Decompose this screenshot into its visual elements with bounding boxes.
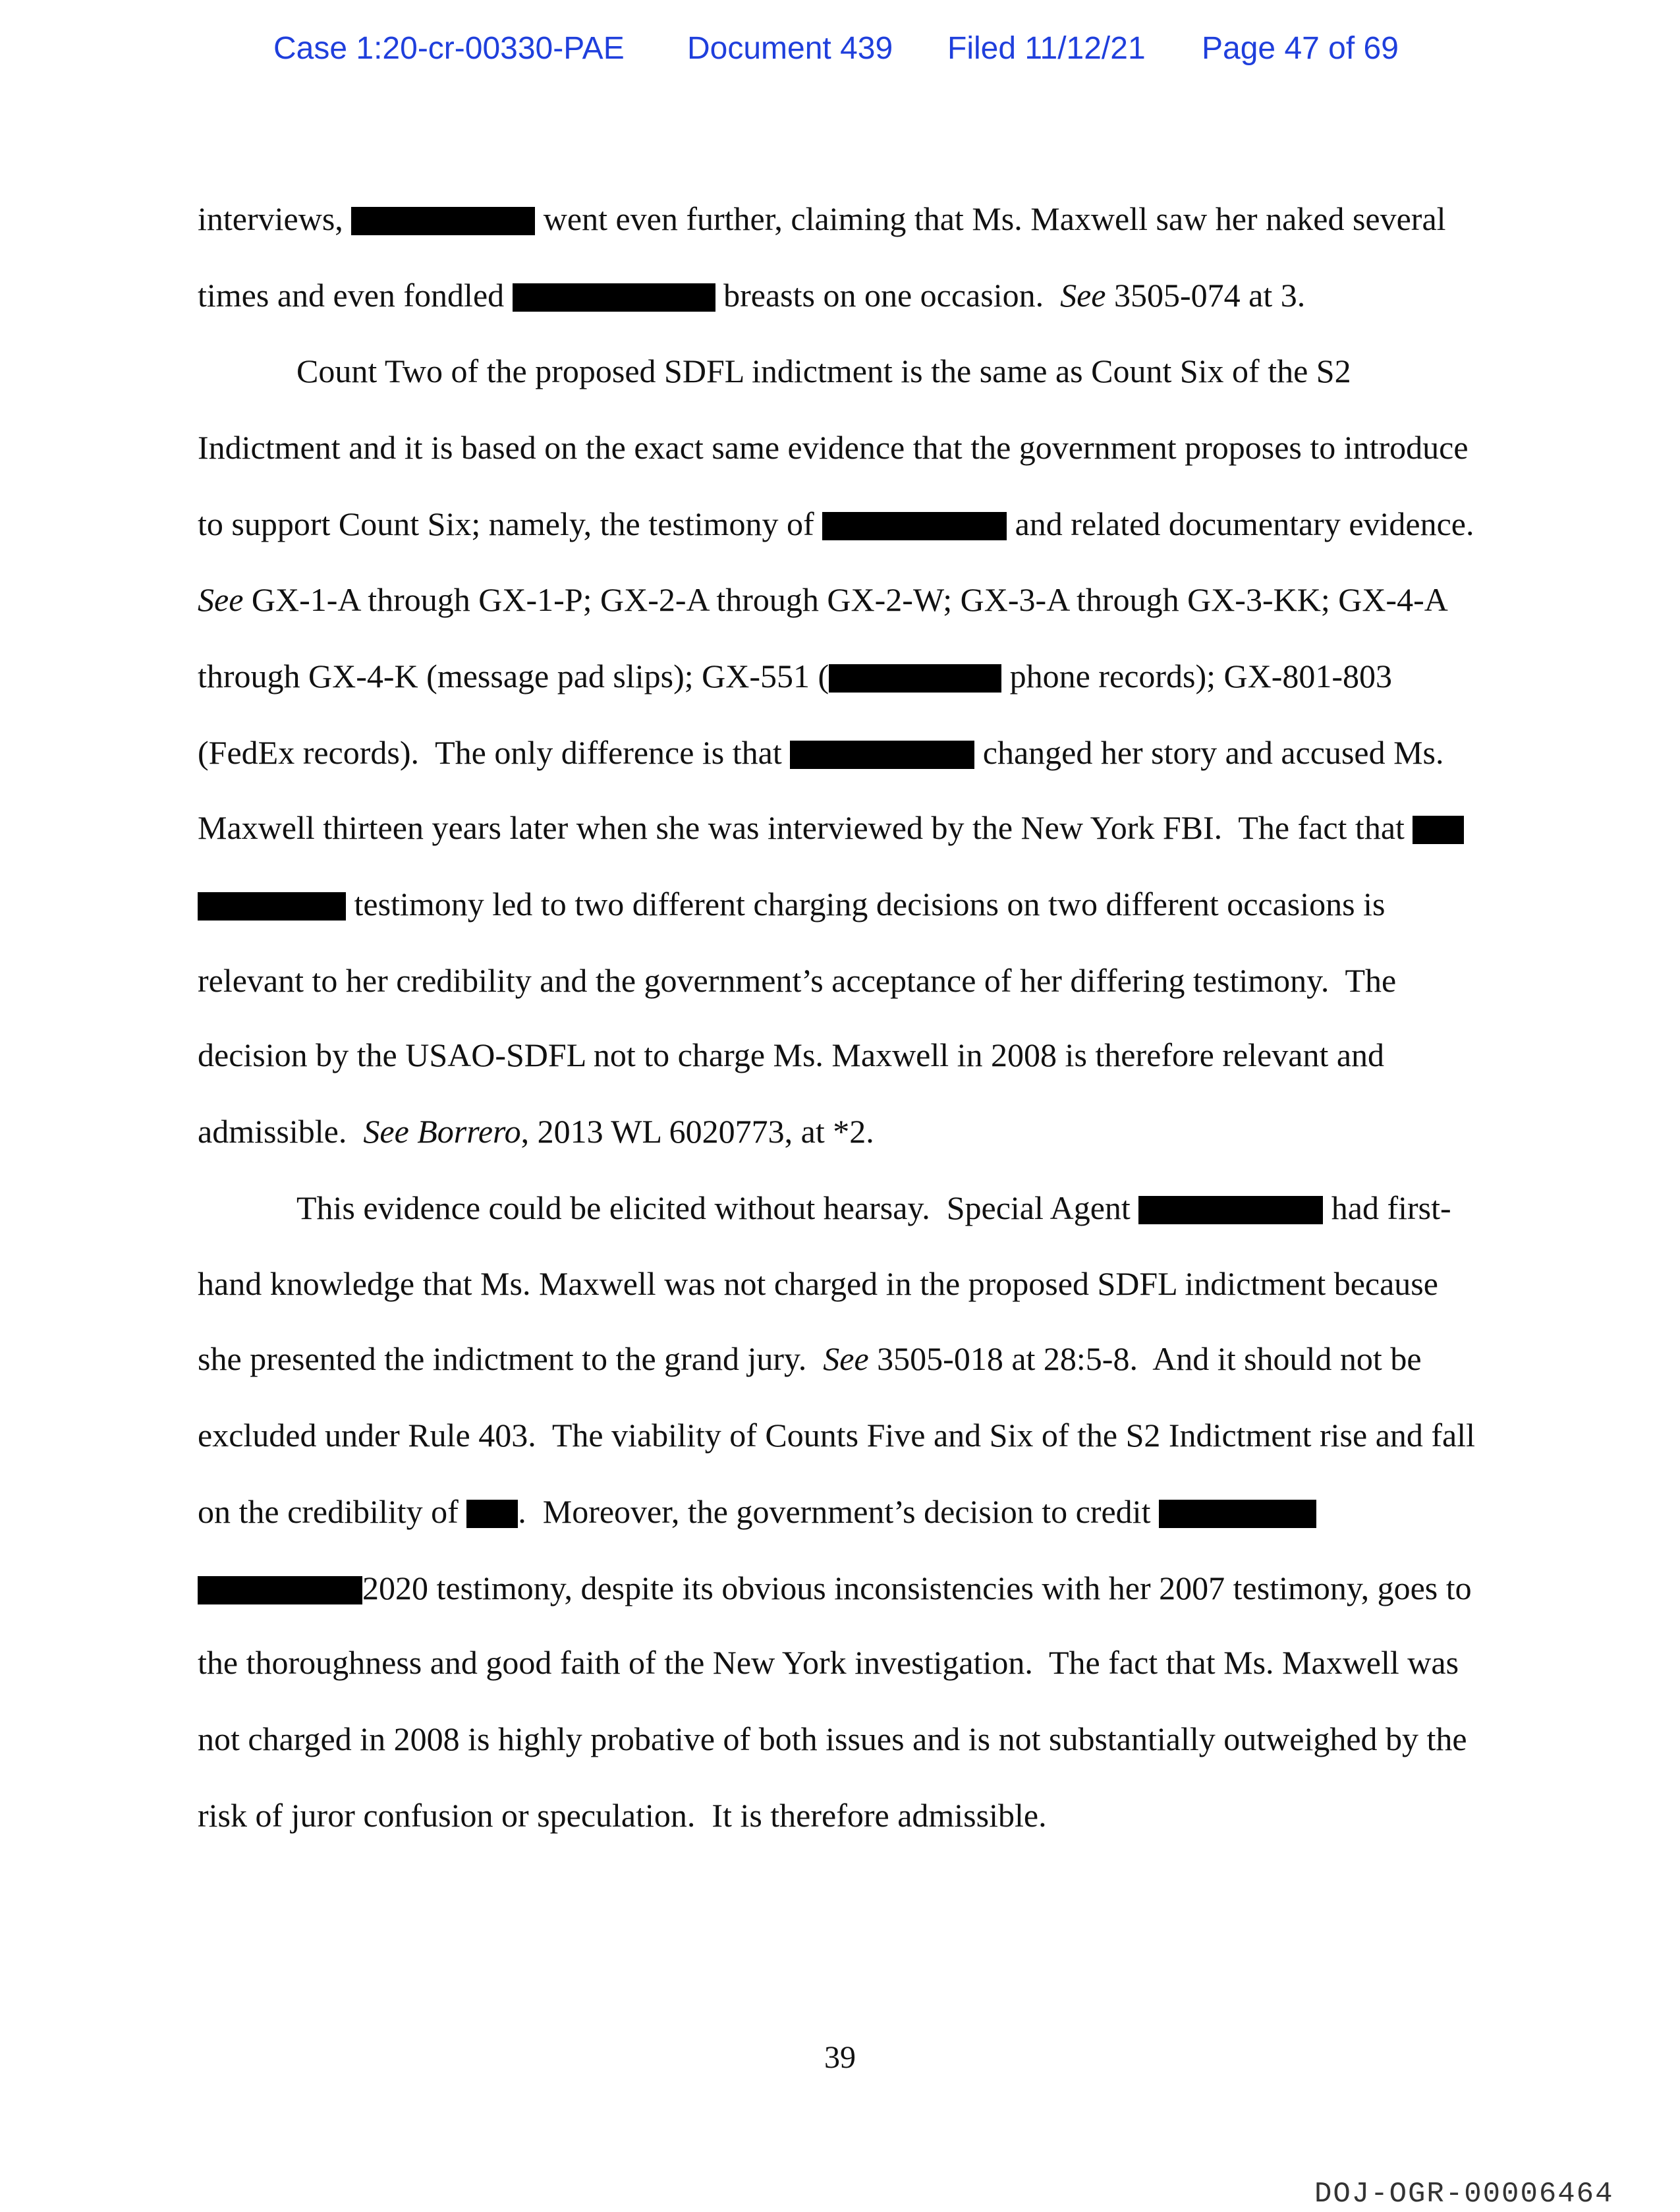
redaction-box xyxy=(466,1500,518,1528)
citation-italic: See xyxy=(198,581,244,618)
text-segment: relevant to her credibility and the government’s acceptance of her differing testimony. The xyxy=(198,962,1397,999)
text-line xyxy=(198,1568,1472,1608)
text-segment: not charged in 2008 is highly probative of both issues and is not substantially outweighed by the xyxy=(198,1720,1467,1757)
redaction-box xyxy=(351,207,535,235)
redaction-box xyxy=(822,512,1007,540)
text-segment: went even further, claiming that Ms. Maxwell saw her naked several xyxy=(535,200,1446,237)
citation-italic: See xyxy=(1060,277,1106,314)
text-segment: through GX-4-K (message pad slips); GX-551 ( xyxy=(198,658,829,695)
text-line xyxy=(198,808,1464,847)
text-segment: to support Count Six; namely, the testimony of xyxy=(198,505,823,542)
bates-number: DOJ-OGR-00006464 xyxy=(1314,2178,1614,2211)
text-segment: admissible. xyxy=(198,1113,364,1150)
text-segment: 3505-018 at 28:5-8. And it should not be xyxy=(868,1340,1422,1377)
text-segment: 2020 testimony, despite its obvious inconsistencies with her 2007 testimony, goes to xyxy=(362,1570,1472,1606)
text-line xyxy=(296,351,1351,391)
text-segment: . Moreover, the government’s decision to credit xyxy=(518,1493,1159,1530)
text-segment: GX-1-A through GX-1-P; GX-2-A through GX-2-W; GX-3-A through GX-3-KK; GX-4-A xyxy=(243,581,1448,618)
text-line xyxy=(296,1188,1451,1228)
text-segment: , 2013 WL 6020773, at *2. xyxy=(520,1113,874,1150)
redaction-box xyxy=(1413,816,1464,844)
text-line xyxy=(198,275,1305,315)
text-segment: (FedEx records). The only difference is that xyxy=(198,734,791,771)
redaction-box xyxy=(790,741,974,769)
header-filed-date: Filed 11/12/21 xyxy=(947,31,1146,66)
text-line xyxy=(198,961,1396,1000)
text-segment: times and even fondled xyxy=(198,277,513,314)
text-segment: interviews, xyxy=(198,200,352,237)
text-segment: 3505-074 at 3. xyxy=(1106,277,1306,314)
text-segment: the thoroughness and good faith of the New York investigation. The fact that Ms. Maxwell was xyxy=(198,1644,1459,1681)
text-line xyxy=(198,884,1385,924)
text-segment: she presented the indictment to the grand jury. xyxy=(198,1340,824,1377)
text-segment: changed her story and accused Ms. xyxy=(974,734,1444,771)
header-case-number: Case 1:20-cr-00330-PAE xyxy=(273,31,625,66)
text-segment: This evidence could be elicited without hearsay. Special Agent xyxy=(296,1189,1139,1226)
text-line xyxy=(198,1796,1047,1835)
text-line xyxy=(198,733,1444,772)
text-line xyxy=(198,1415,1475,1455)
text-segment: phone records); GX-801-803 xyxy=(1001,658,1393,695)
text-segment: risk of juror confusion or speculation. It is therefore admissible. xyxy=(198,1797,1047,1834)
text-line xyxy=(198,428,1469,467)
citation-italic: See Borrero xyxy=(363,1113,521,1150)
text-segment: and related documentary evidence. xyxy=(1007,505,1474,542)
redaction-box xyxy=(198,1576,362,1604)
text-line xyxy=(198,1112,874,1151)
text-line xyxy=(198,580,1448,619)
redaction-box xyxy=(198,892,346,921)
redaction-box xyxy=(829,664,1001,693)
redaction-box xyxy=(1138,1196,1323,1224)
text-line xyxy=(198,1264,1438,1303)
text-line xyxy=(198,1339,1422,1378)
text-line xyxy=(198,1719,1467,1759)
citation-italic: See xyxy=(823,1340,869,1377)
text-line xyxy=(198,1492,1316,1531)
page-number: 39 xyxy=(824,2040,856,2075)
text-line xyxy=(198,1035,1384,1075)
text-segment: Maxwell thirteen years later when she was interviewed by the New York FBI. The fact that xyxy=(198,809,1413,846)
text-segment: Count Two of the proposed SDFL indictment is the same as Count Six of the S2 xyxy=(296,353,1351,389)
text-segment: hand knowledge that Ms. Maxwell was not charged in the proposed SDFL indictment because xyxy=(198,1265,1438,1302)
text-segment: excluded under Rule 403. The viability of Counts Five and Six of the S2 Indictment rise and fall xyxy=(198,1417,1476,1454)
text-segment: Indictment and it is based on the exact same evidence that the government proposes to introduce xyxy=(198,429,1469,466)
header-page-count: Page 47 of 69 xyxy=(1202,31,1399,66)
text-line xyxy=(198,1643,1459,1682)
redaction-box xyxy=(1159,1500,1316,1528)
text-segment: decision by the USAO-SDFL not to charge Ms. Maxwell in 2008 is therefore relevant and xyxy=(198,1036,1385,1073)
text-segment: had first- xyxy=(1323,1189,1451,1226)
redaction-box xyxy=(513,283,715,312)
text-line xyxy=(198,656,1392,696)
text-segment: breasts on one occasion. xyxy=(715,277,1061,314)
header-document-number: Document 439 xyxy=(687,31,893,66)
text-segment: testimony led to two different charging decisions on two different occasions is xyxy=(346,886,1386,922)
text-line xyxy=(198,504,1474,544)
text-segment: on the credibility of xyxy=(198,1493,467,1530)
text-line xyxy=(198,199,1446,239)
